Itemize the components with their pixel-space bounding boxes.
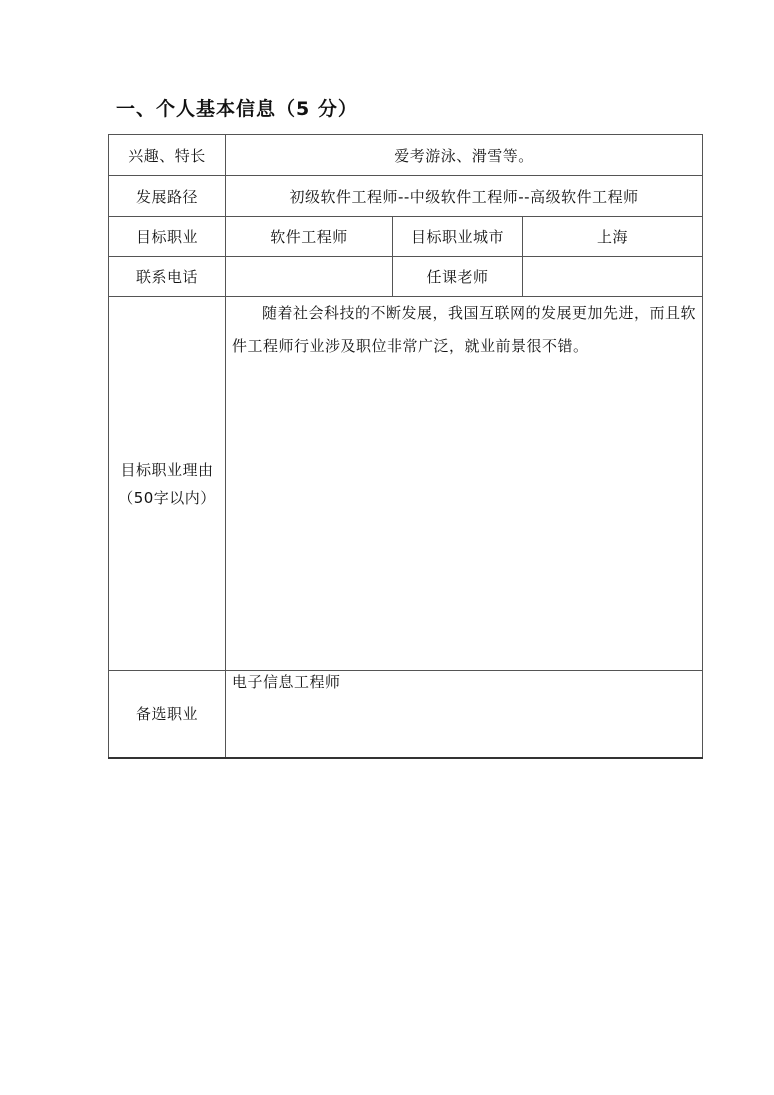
alternative-career-label: 备选职业 <box>109 671 226 758</box>
row-career-path <box>109 176 703 217</box>
target-city-value: 上海 <box>523 217 703 257</box>
target-city-label: 目标职业城市 <box>393 217 523 257</box>
row-target-career <box>109 217 703 257</box>
section-title: 一、个人基本信息（5 分） <box>116 98 358 120</box>
phone-value <box>226 257 393 297</box>
phone-label: 联系电话 <box>109 257 226 297</box>
row-interests <box>109 135 703 176</box>
target-career-value: 软件工程师 <box>226 217 393 257</box>
interests-label: 兴趣、特长 <box>109 135 226 176</box>
row-alternative-career <box>109 671 703 758</box>
basic-info-table <box>108 134 703 759</box>
row-contact <box>109 257 703 297</box>
row-target-reason <box>109 297 703 671</box>
target-reason-label: 目标职业理由（50字以内） <box>109 297 226 671</box>
career-path-label: 发展路径 <box>109 176 226 217</box>
teacher-value <box>523 257 703 297</box>
teacher-label: 任课老师 <box>393 257 523 297</box>
target-reason-value: 随着社会科技的不断发展，我国互联网的发展更加先进，而且软件工程师行业涉及职位非常广泛，就业前景很不错。 <box>226 297 703 671</box>
interests-value: 爱考游泳、滑雪等。 <box>226 135 703 176</box>
career-path-value: 初级软件工程师--中级软件工程师--高级软件工程师 <box>226 176 703 217</box>
alternative-career-value: 电子信息工程师 <box>226 671 703 758</box>
target-career-label: 目标职业 <box>109 217 226 257</box>
